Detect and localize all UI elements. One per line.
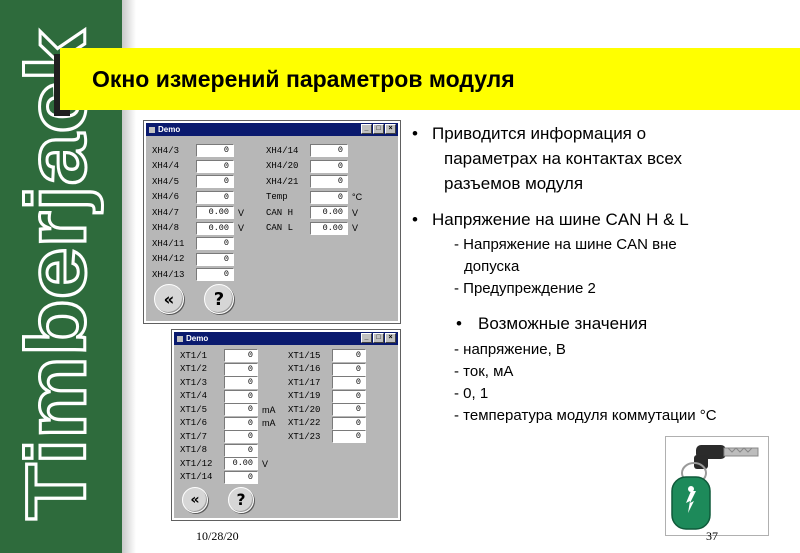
pin-label: XT1/12 [180, 458, 213, 469]
measurement-row [152, 222, 244, 235]
value-field: 0.00 [196, 206, 234, 219]
value-field: 0 [224, 444, 258, 457]
value-field: 0.00 [310, 206, 348, 219]
value-field: 0 [310, 144, 348, 157]
bullet-2-sub-1b: допуска [464, 258, 520, 275]
value-field: 0 [224, 376, 258, 389]
pin-label: XT1/22 [288, 418, 321, 428]
value-field: 0 [332, 376, 366, 389]
pin-label: XH4/3 [152, 145, 180, 156]
measurement-row [266, 175, 348, 188]
back-button[interactable]: « [154, 284, 184, 314]
pin-label: CAN L [266, 223, 294, 233]
measurement-row [180, 363, 258, 376]
pin-label: XH4/7 [152, 207, 180, 218]
pin-label: XT1/23 [288, 431, 321, 442]
value-field: 0 [196, 175, 234, 188]
value-field: 0 [332, 417, 366, 430]
value-field: 0 [196, 191, 234, 204]
page-title: Окно измерений параметров модуля [92, 66, 515, 92]
measurement-row [266, 206, 358, 219]
pin-label: XT1/7 [180, 431, 208, 442]
window-body [146, 136, 398, 321]
maximize-button[interactable]: □ [373, 124, 384, 134]
measurement-row [266, 222, 358, 235]
window-titlebar [146, 123, 398, 136]
measurement-row [180, 376, 258, 389]
bullet-3: Возможные значения [478, 314, 648, 333]
value-field: 0 [310, 175, 348, 188]
bullet-dot: • [456, 314, 462, 333]
bullet-dot: • [412, 124, 418, 143]
value-field: 0 [196, 160, 234, 173]
measurement-row [152, 144, 234, 157]
close-button[interactable]: × [385, 124, 396, 134]
window-icon [149, 127, 155, 133]
bullet-2-sub-2: - Предупреждение 2 [454, 280, 596, 297]
pin-label: XH4/6 [152, 192, 180, 202]
pin-label: XH4/21 [266, 176, 299, 187]
measurement-row [288, 363, 366, 376]
value-field: 0 [224, 430, 258, 443]
pin-label: XH4/4 [152, 161, 180, 171]
back-button[interactable]: « [182, 487, 208, 513]
measurement-row [266, 191, 362, 204]
footer-date: 10/28/20 [196, 529, 239, 543]
measurement-row [288, 403, 366, 416]
pin-label: XT1/5 [180, 404, 208, 415]
measurement-row [288, 376, 366, 389]
window-titlebar [174, 332, 398, 345]
measurement-row [180, 349, 258, 362]
measurement-row [180, 430, 258, 443]
bullet-2-sub-1a: - Напряжение на шине CAN вне [454, 236, 677, 253]
svg-text:Timberjack: Timberjack [9, 77, 103, 520]
unit-label: °C [352, 192, 363, 202]
value-field: 0 [224, 363, 258, 376]
bullet-dot: • [412, 210, 418, 229]
value-field: 0.00 [196, 222, 234, 235]
key-image [665, 436, 769, 536]
pin-label: XT1/16 [288, 364, 321, 374]
value-field: 0 [224, 349, 258, 362]
demo-window-xh4 [144, 121, 400, 323]
pin-label: XT1/15 [288, 350, 321, 361]
value-field: 0 [332, 430, 366, 443]
unit-label: V [262, 458, 269, 469]
value-field: 0 [332, 349, 366, 362]
window-title: Demo [186, 334, 209, 343]
pin-label: XH4/8 [152, 223, 180, 233]
value-field: 0 [196, 253, 234, 266]
pin-label: XT1/3 [180, 377, 208, 388]
value-field: 0 [332, 363, 366, 376]
measurement-row [152, 206, 244, 219]
window-icon [177, 336, 183, 342]
value-field: 0 [310, 160, 348, 173]
value-field: 0 [196, 268, 234, 281]
measurement-row [152, 175, 234, 188]
minimize-button[interactable]: _ [361, 124, 372, 134]
value-field: 0 [310, 191, 348, 204]
measurement-row [288, 430, 366, 443]
value-field: 0 [332, 390, 366, 403]
measurement-row [180, 444, 258, 457]
unit-label: mA [262, 404, 276, 415]
pin-label: XH4/5 [152, 176, 180, 187]
measurement-row [152, 268, 234, 281]
pin-label: CAN H [266, 207, 294, 218]
page-number: 37 [706, 529, 718, 543]
bullet-1-line-2: параметрах на контактах всех [444, 149, 682, 168]
maximize-button[interactable]: □ [373, 333, 384, 343]
value-field: 0 [224, 390, 258, 403]
measurement-row [288, 349, 366, 362]
value-field: 0 [224, 471, 258, 484]
pin-label: XT1/17 [288, 377, 321, 388]
measurement-row [152, 253, 234, 266]
pin-label: XH4/11 [152, 238, 185, 249]
pin-label: XT1/4 [180, 391, 208, 401]
close-button[interactable]: × [385, 333, 396, 343]
measurement-row [180, 471, 258, 484]
unit-label: V [352, 223, 359, 233]
bullet-3-sub-4: - температура модуля коммутации °C [454, 407, 717, 424]
pin-label: XT1/8 [180, 445, 208, 455]
demo-window-xt1 [172, 330, 400, 520]
measurement-row [180, 417, 276, 430]
help-button[interactable]: ? [228, 487, 254, 513]
measurement-row [152, 237, 234, 250]
pin-label: XH4/13 [152, 269, 185, 280]
bullet-2: Напряжение на шине CAN H & L [432, 210, 689, 229]
measurement-row [152, 160, 234, 173]
minimize-button[interactable]: _ [361, 333, 372, 343]
bullet-1-line-3: разъемов модуля [444, 174, 584, 193]
bullet-1-line-1: Приводится информация о [432, 124, 647, 143]
value-field: 0 [196, 237, 234, 250]
measurement-row [288, 417, 366, 430]
bullet-3-sub-2: - ток, мА [454, 363, 514, 380]
pin-label: XH4/20 [266, 161, 299, 171]
window-title: Demo [158, 125, 181, 134]
measurement-row [288, 390, 366, 403]
pin-label: XH4/14 [266, 145, 299, 156]
bullet-3-sub-3: - 0, 1 [454, 385, 489, 402]
value-field: 0 [224, 417, 258, 430]
measurement-row [180, 457, 268, 470]
value-field: 0.00 [310, 222, 348, 235]
pin-label: Temp [266, 192, 288, 202]
pin-label: XT1/14 [180, 472, 213, 482]
bullet-3-sub-1: - напряжение, В [454, 341, 566, 358]
pin-label: XT1/19 [288, 391, 321, 401]
unit-label: V [352, 207, 359, 218]
unit-label: mA [262, 418, 276, 428]
measurement-row [180, 403, 276, 416]
pin-label: XT1/2 [180, 364, 208, 374]
value-field: 0 [224, 403, 258, 416]
measurement-row [266, 144, 348, 157]
pin-label: XT1/20 [288, 404, 321, 415]
value-field: 0 [332, 403, 366, 416]
help-button[interactable]: ? [204, 284, 234, 314]
pin-label: XT1/1 [180, 350, 208, 361]
value-field: 0.00 [224, 457, 258, 470]
window-body [174, 345, 398, 518]
unit-label: V [238, 223, 245, 233]
unit-label: V [238, 207, 245, 218]
measurement-row [266, 160, 348, 173]
pin-label: XT1/6 [180, 418, 208, 428]
value-field: 0 [196, 144, 234, 157]
measurement-row [152, 191, 234, 204]
pin-label: XH4/12 [152, 254, 185, 264]
measurement-row [180, 390, 258, 403]
